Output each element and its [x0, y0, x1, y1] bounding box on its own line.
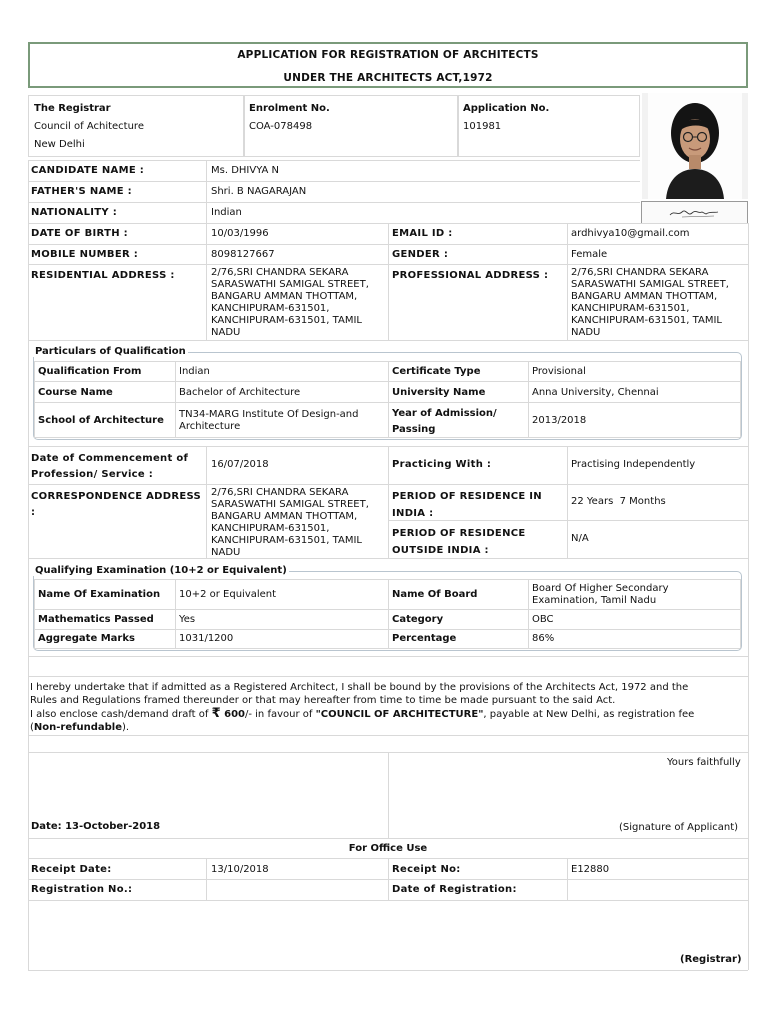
- aggregate-marks-label: Aggregate Marks: [38, 633, 135, 644]
- course-name-label: Course Name: [38, 387, 113, 398]
- rupee-icon: ₹: [211, 706, 221, 721]
- candidate-photo: [642, 93, 748, 199]
- residence-india-label: PERIOD OF RESIDENCE IN INDIA :: [392, 491, 542, 519]
- receipt-date-value: 13/10/2018: [211, 864, 269, 875]
- practicing-with-label: Practicing With :: [392, 459, 492, 470]
- school-value: TN34-MARG Institute Of Design-and Architecture: [179, 409, 359, 432]
- office-use-heading: For Office Use: [348, 843, 428, 854]
- registration-no-label: Registration No.:: [31, 884, 133, 895]
- certificate-type-label: Certificate Type: [392, 366, 481, 377]
- candidate-signature-image: [641, 201, 748, 224]
- category-label: Category: [392, 614, 444, 625]
- qualification-legend: Particulars of Qualification: [35, 346, 186, 357]
- exam-legend: Qualifying Examination (10+2 or Equivalent): [35, 565, 287, 576]
- residence-india-value: 22 Years 7 Months: [571, 496, 666, 507]
- receipt-no-value: E12880: [571, 864, 610, 875]
- board-name-value: Board Of Higher Secondary Examination, Tamil Nadu: [532, 583, 669, 606]
- correspondence-address-label: CORRESPONDENCE ADDRESS :: [31, 491, 202, 518]
- practicing-with-value: Practising Independently: [571, 459, 696, 470]
- aggregate-marks-value: 1031/1200: [179, 633, 234, 644]
- qualification-from-label: Qualification From: [38, 366, 142, 377]
- gender-value: Female: [571, 249, 608, 260]
- nationality-label: NATIONALITY :: [31, 207, 118, 218]
- receipt-no-label: Receipt No:: [392, 864, 461, 875]
- enrolment-value: COA-078498: [249, 121, 313, 132]
- school-label: School of Architecture: [38, 415, 164, 426]
- application-label: Application No.: [463, 103, 550, 114]
- percentage-value: 86%: [532, 633, 555, 644]
- gender-label: GENDER :: [392, 249, 449, 260]
- registrar-line1: Council of Achitecture: [34, 121, 144, 132]
- residential-address-label: RESIDENTIAL ADDRESS :: [31, 270, 175, 281]
- form-title-line1: APPLICATION FOR REGISTRATION OF ARCHITECTS: [237, 49, 539, 61]
- registrar-signature-caption: (Registrar): [680, 954, 742, 965]
- residential-address-value: 2/76,SRI CHANDRA SEKARA SARASWATHI SAMIGAL STREET, BANGARU AMMAN THOTTAM, KANCHIPURAM-631501, KANCHIPURAM-631501, TAMIL NADU: [211, 267, 369, 338]
- mathematics-label: Mathematics Passed: [38, 614, 154, 625]
- certificate-type-value: Provisional: [532, 366, 586, 377]
- professional-address-label: PROFESSIONAL ADDRESS :: [392, 270, 549, 281]
- university-name-value: Anna University, Chennai: [532, 387, 659, 398]
- exam-name-value: 10+2 or Equivalent: [179, 589, 277, 600]
- form-title-box: [28, 42, 748, 88]
- category-value: OBC: [532, 614, 554, 625]
- undertaking-text: I hereby undertake that if admitted as a Registered Architect, I shall be bound by the provisions of the Architects Act, 1972 and the Rules and Regulations framed thereunder or that may hereafter from time to time be made pursuant to the said Act. I also enclose cash/demand draft of ₹ 600/- in favour of "COUNCIL OF ARCHITECTURE", payable at New Delhi, as registration fee (Non-refundable).: [30, 682, 695, 733]
- year-admission-label: Year of Admission/ Passing: [392, 408, 497, 435]
- residence-outside-value: N/A: [571, 533, 589, 544]
- mobile-label: MOBILE NUMBER :: [31, 249, 139, 260]
- nationality-value: Indian: [211, 207, 242, 218]
- father-name-label: FATHER'S NAME :: [31, 186, 132, 197]
- application-date: Date: 13-October-2018: [31, 821, 161, 832]
- registrar-line2: New Delhi: [34, 139, 85, 150]
- commencement-label: Date of Commencement of Profession/ Service :: [31, 453, 189, 480]
- registration-date-label: Date of Registration:: [392, 884, 517, 895]
- qualification-from-value: Indian: [179, 366, 210, 377]
- enrolment-label: Enrolment No.: [249, 103, 330, 114]
- applicant-signature-caption: (Signature of Applicant): [619, 822, 739, 833]
- commencement-value: 16/07/2018: [211, 459, 269, 470]
- candidate-name-label: CANDIDATE NAME :: [31, 165, 145, 176]
- receipt-date-label: Receipt Date:: [31, 864, 112, 875]
- professional-address-value: 2/76,SRI CHANDRA SEKARA SARASWATHI SAMIGAL STREET, BANGARU AMMAN THOTTAM, KANCHIPURAM-631501, KANCHIPURAM-631501, TAMIL NADU: [571, 267, 729, 338]
- application-value: 101981: [463, 121, 502, 132]
- form-title-line2: UNDER THE ARCHITECTS ACT,1972: [283, 72, 493, 84]
- yours-faithfully: Yours faithfully: [667, 757, 741, 768]
- mathematics-value: Yes: [179, 614, 196, 625]
- course-name-value: Bachelor of Architecture: [179, 387, 301, 398]
- father-name-value: Shri. B NAGARAJAN: [211, 186, 307, 197]
- dob-value: 10/03/1996: [211, 228, 269, 239]
- correspondence-address-value: 2/76,SRI CHANDRA SEKARA SARASWATHI SAMIGAL STREET, BANGARU AMMAN THOTTAM, KANCHIPURAM-631501, KANCHIPURAM-631501, TAMIL NADU: [211, 487, 369, 558]
- year-admission-value: 2013/2018: [532, 415, 587, 426]
- board-name-label: Name Of Board: [392, 589, 478, 600]
- candidate-name-value: Ms. DHIVYA N: [211, 165, 280, 176]
- exam-name-label: Name Of Examination: [38, 589, 161, 600]
- dob-label: DATE OF BIRTH :: [31, 228, 128, 239]
- percentage-label: Percentage: [392, 633, 457, 644]
- registrar-heading: The Registrar: [34, 103, 111, 114]
- mobile-value: 8098127667: [211, 249, 275, 260]
- residence-outside-label: PERIOD OF RESIDENCE OUTSIDE INDIA :: [392, 528, 526, 556]
- university-name-label: University Name: [392, 387, 486, 398]
- email-label: EMAIL ID :: [392, 228, 453, 239]
- email-value: ardhivya10@gmail.com: [571, 228, 690, 239]
